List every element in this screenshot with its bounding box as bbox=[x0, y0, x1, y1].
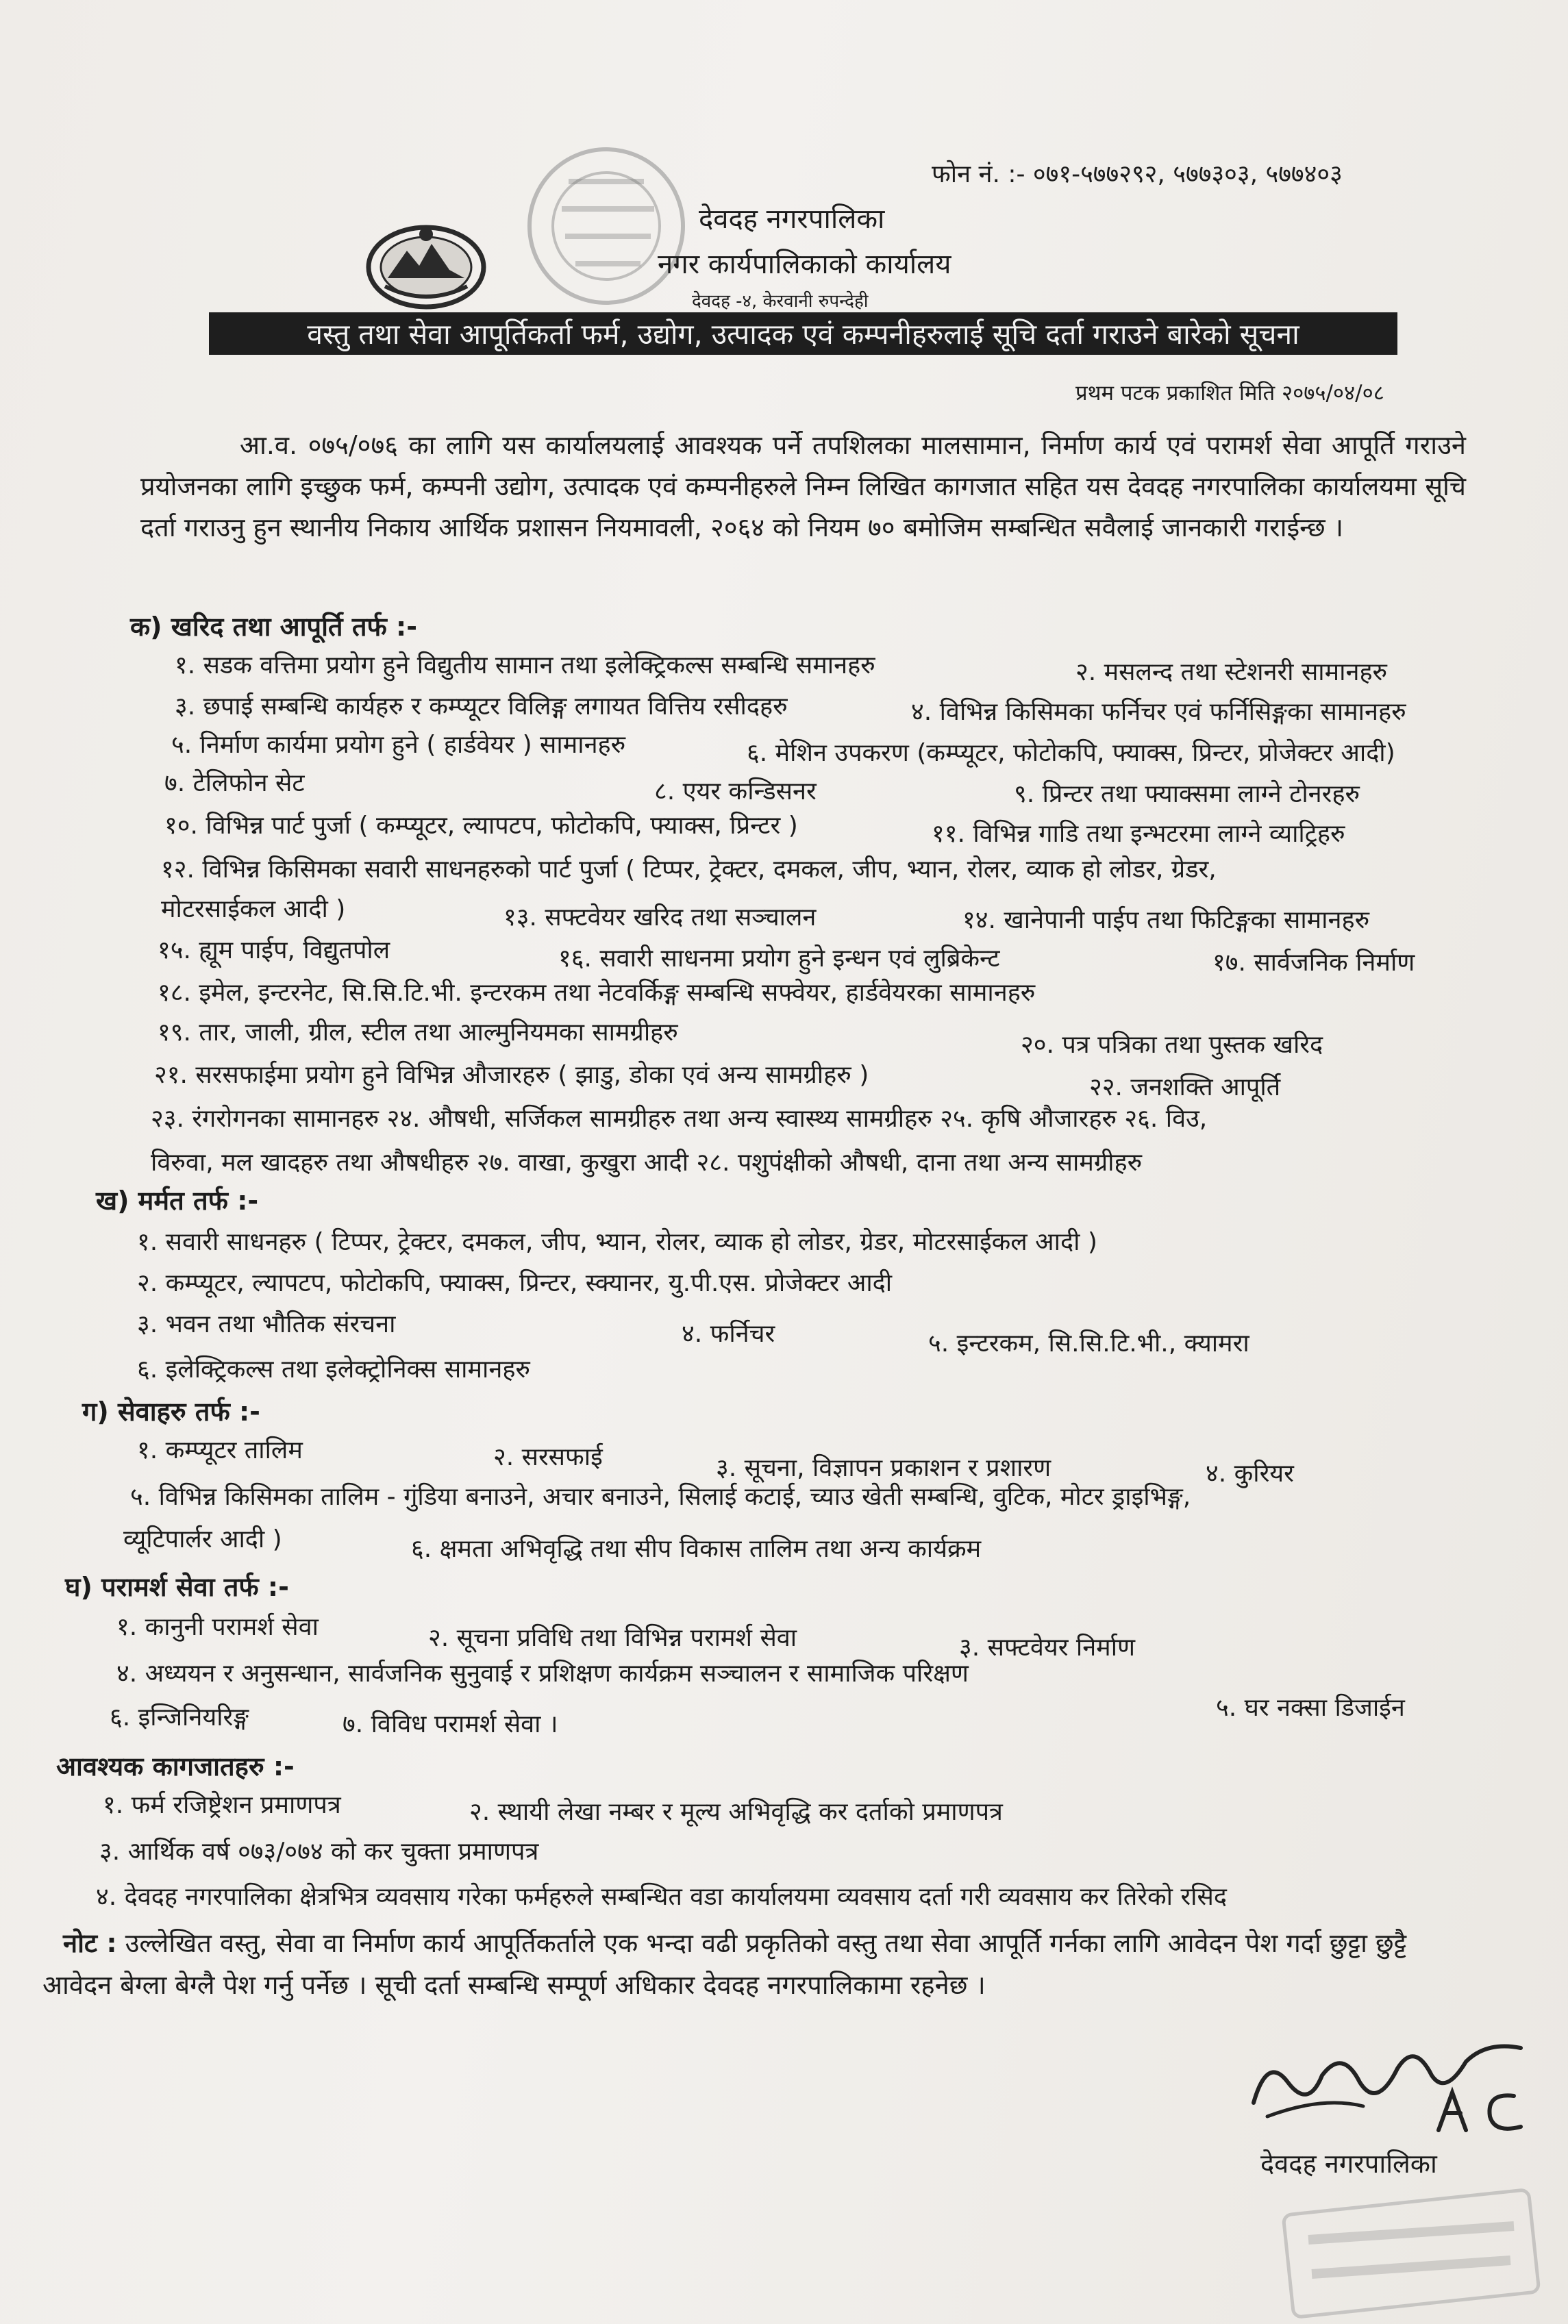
section-heading-repair: ख) मर्मत तर्फ :- bbox=[96, 1186, 259, 1216]
list-item: ११. विभिन्न गाडि तथा इन्भटरमा लाग्ने व्याट्रिहरु bbox=[932, 820, 1345, 848]
intro-paragraph: आ.व. ०७५/०७६ का लागि यस कार्यालयलाई आवश्यक पर्ने तपशिलका मालसामान, निर्माण कार्य एवं परामर्श सेवा आपूर्ति गराउने प्रयोजनका लागि इच्छुक फर्म, कम्पनी उद्योग, उत्पादक एवं कम्पनीहरुले निम्न लिखित कागजात सहित यस देवदह नगरपालिका कार्यालयमा सूचि दर्ता गराउनु हुन स्थानीय निकाय आर्थिक प्रशासन नियमावली, २०६४ को नियम ७० बमोजिम सम्बन्धित सवैलाई जानकारी गराईन्छ । bbox=[140, 430, 1466, 543]
list-item: व्यूटिपार्लर आदी ) bbox=[123, 1525, 282, 1553]
list-item: ४. देवदह नगरपालिका क्षेत्रभित्र व्यवसाय गरेका फर्महरुले सम्बन्धित वडा कार्यालयमा व्यवसाय दर्ता गरी व्यवसाय कर तिरेको रसिद bbox=[96, 1883, 1227, 1911]
list-item: १०. विभिन्न पार्ट पुर्जा ( कम्प्यूटर, ल्यापटप, फोटोकपि, फ्याक्स, प्रिन्टर ) bbox=[164, 812, 798, 840]
section-heading-consulting: घ) परामर्श सेवा तर्फ :- bbox=[65, 1572, 289, 1602]
list-item: १. सडक वत्तिमा प्रयोग हुने विद्युतीय सामान तथा इलेक्ट्रिकल्स सम्बन्धि समानहरु bbox=[175, 651, 875, 679]
list-item: ७. टेलिफोन सेट bbox=[164, 769, 305, 797]
nepal-emblem-icon bbox=[364, 218, 488, 310]
list-item: १. फर्म रजिष्ट्रेशन प्रमाणपत्र bbox=[103, 1791, 341, 1819]
note-label: नोट : bbox=[63, 1928, 117, 1958]
list-item: ५. निर्माण कार्यमा प्रयोग हुने ( हार्डवेयर ) सामानहरु bbox=[171, 731, 626, 759]
list-item: ३. भवन तथा भौतिक संरचना bbox=[137, 1310, 396, 1338]
list-item: ३. छपाई सम्बन्धि कार्यहरु र कम्प्यूटर विलिङ्ग लगायत वित्तिय रसीदहरु bbox=[175, 692, 788, 721]
list-item: ५. घर नक्सा डिजाईन bbox=[1216, 1694, 1405, 1722]
list-item: ३. सूचना, विज्ञापन प्रकाशन र प्रशारण bbox=[716, 1454, 1051, 1482]
list-item: २. मसलन्द तथा स्टेशनरी सामानहरु bbox=[1075, 658, 1388, 686]
list-item: १. कम्प्यूटर तालिम bbox=[137, 1436, 303, 1464]
list-item: १८. इमेल, इन्टरनेट, सि.सि.टि.भी. इन्टरकम तथा नेटवर्किङ्ग सम्बन्धि सफ्वेयर, हार्डवेयरका सामानहरु bbox=[158, 979, 1036, 1007]
officer-stamp-icon bbox=[1274, 2185, 1548, 2322]
office-name: नगर कार्यपालिकाको कार्यालय bbox=[658, 249, 951, 280]
list-item: विरुवा, मल खादहरु तथा औषधीहरु २७. वाखा, कुखुरा आदी २८. पशुपंक्षीको औषधी, दाना तथा अन्य सामग्रीहरु bbox=[151, 1149, 1143, 1177]
list-item: ८. एयर कन्डिसनर bbox=[654, 777, 817, 805]
section-heading-procurement: क) खरिद तथा आपूर्ति तर्फ :- bbox=[130, 612, 417, 642]
list-item: ५. इन्टरकम, सि.सि.टि.भी., क्यामरा bbox=[928, 1329, 1249, 1358]
notice-title-banner: वस्तु तथा सेवा आपूर्तिकर्ता फर्म, उद्योग, उत्पादक एवं कम्पनीहरुलाई सूचि दर्ता गराउने बारेको सूचना bbox=[209, 312, 1397, 355]
list-item: १३. सफ्टवेयर खरिद तथा सञ्चालन bbox=[503, 903, 817, 932]
list-item: ७. विविध परामर्श सेवा । bbox=[343, 1710, 558, 1738]
list-item: २१. सरसफाईमा प्रयोग हुने विभिन्न औजारहरु ( झाडु, डोका एवं अन्य सामग्रीहरु ) bbox=[154, 1061, 869, 1089]
list-item: १९. तार, जाली, ग्रील, स्टील तथा आल्मुनियमका सामग्रीहरु bbox=[158, 1019, 678, 1047]
list-item: ४. फर्निचर bbox=[682, 1320, 775, 1348]
list-item: २. सूचना प्रविधि तथा विभिन्न परामर्श सेवा bbox=[428, 1624, 797, 1652]
list-item: १२. विभिन्न किसिमका सवारी साधनहरुको पार्ट पुर्जा ( टिप्पर, ट्रेक्टर, दमकल, जीप, भ्यान, रोलर, व्याक हो लोडर, ग्रेडर, bbox=[161, 855, 1217, 884]
list-item: २. स्थायी लेखा नम्बर र मूल्य अभिवृद्धि कर दर्ताको प्रमाणपत्र bbox=[469, 1798, 1003, 1826]
list-item: मोटरसाईकल आदी ) bbox=[161, 895, 346, 923]
list-item: ३. सफ्टवेयर निर्माण bbox=[959, 1634, 1136, 1662]
office-address: देवदह -४, केरवानी रुपन्देही bbox=[692, 291, 869, 312]
handwritten-signature-icon bbox=[1240, 2027, 1541, 2137]
list-item: २३. रंगरोगनका सामानहरु २४. औषधी, सर्जिकल सामग्रीहरु तथा अन्य स्वास्थ्य सामग्रीहरु २५. कृषि औजारहरु २६. विउ, bbox=[151, 1105, 1208, 1133]
note-paragraph bbox=[42, 1923, 1481, 2006]
list-item: ३. आर्थिक वर्ष ०७३/०७४ को कर चुक्ता प्रमाणपत्र bbox=[99, 1838, 539, 1866]
section-heading-documents: आवश्यक कागजातहरु :- bbox=[56, 1751, 295, 1782]
list-item: २२. जनशक्ति आपूर्ति bbox=[1089, 1073, 1281, 1101]
list-item: ४. अध्ययन र अनुसन्धान, सार्वजनिक सुनुवाई र प्रशिक्षण कार्यक्रम सञ्चालन र सामाजिक परिक्षण bbox=[116, 1660, 969, 1688]
phone-numbers: फोन नं. :- ०७१-५७७२९२, ५७७३०३, ५७७४०३ bbox=[932, 160, 1343, 188]
signatory-office: देवदह नगरपालिका bbox=[1260, 2149, 1437, 2179]
list-item: ६. क्षमता अभिवृद्धि तथा सीप विकास तालिम तथा अन्य कार्यक्रम bbox=[411, 1535, 982, 1563]
list-item: ४. विभिन्न किसिमका फर्निचर एवं फर्निसिङ्गका सामानहरु bbox=[911, 698, 1406, 726]
list-item: १५. ह्यूम पाईप, विद्युतपोल bbox=[158, 936, 390, 964]
section-heading-services: ग) सेवाहरु तर्फ :- bbox=[82, 1397, 260, 1427]
list-item: ६. इलेक्ट्रिकल्स तथा इलेक्ट्रोनिक्स सामानहरु bbox=[137, 1355, 530, 1384]
list-item: ४. कुरियर bbox=[1206, 1460, 1294, 1488]
list-item: ९. प्रिन्टर तथा फ्याक्समा लाग्ने टोनरहरु bbox=[1014, 780, 1360, 808]
publish-date: प्रथम पटक प्रकाशित मिति २०७५/०४/०८ bbox=[1075, 381, 1384, 405]
list-item: ६. मेशिन उपकरण (कम्प्यूटर, फोटोकपि, फ्याक्स, प्रिन्टर, प्रोजेक्टर आदी) bbox=[747, 739, 1395, 767]
list-item: २०. पत्र पत्रिका तथा पुस्तक खरिद bbox=[1021, 1031, 1323, 1059]
list-item: १. कानुनी परामर्श सेवा bbox=[116, 1613, 319, 1641]
office-stamp-icon bbox=[521, 140, 692, 312]
list-item: १. सवारी साधनहरु ( टिप्पर, ट्रेक्टर, दमकल, जीप, भ्यान, रोलर, व्याक हो लोडर, ग्रेडर, मोटरसाईकल आदी ) bbox=[137, 1228, 1097, 1256]
list-item: २. कम्प्यूटर, ल्यापटप, फोटोकपि, फ्याक्स, प्रिन्टर, स्क्यानर, यु.पी.एस. प्रोजेक्टर आदी bbox=[137, 1269, 893, 1297]
list-item: ६. इन्जिनियरिङ्ग bbox=[110, 1703, 249, 1732]
list-item: १७. सार्वजनिक निर्माण bbox=[1212, 949, 1415, 977]
list-item: १६. सवारी साधनमा प्रयोग हुने इन्धन एवं लुब्रिकेन्ट bbox=[558, 945, 1000, 973]
municipality-name: देवदह नगरपालिका bbox=[699, 203, 885, 235]
list-item: १४. खानेपानी पाईप तथा फिटिङ्गका सामानहरु bbox=[962, 906, 1370, 934]
list-item: ५. विभिन्न किसिमका तालिम - गुंडिया बनाउने, अचार बनाउने, सिलाई कटाई, च्याउ खेती सम्बन्धि, वुटिक, मोटर ड्राइभिङ्ग, bbox=[130, 1483, 1191, 1511]
note-text: उल्लेखित वस्तु, सेवा वा निर्माण कार्य आपूर्तिकर्ताले एक भन्दा वढी प्रकृतिको वस्तु तथा सेवा आपूर्ति गर्नका लागि आवेदन पेश गर्दा छुट्टा छुट्टै आवेदन बेग्ला बेग्लै पेश गर्नु पर्नेछ । सूची दर्ता सम्बन्धि सम्पूर्ण अधिकार देवदह नगरपालिकामा रहनेछ । bbox=[42, 1928, 1407, 2000]
list-item: २. सरसफाई bbox=[493, 1443, 603, 1471]
